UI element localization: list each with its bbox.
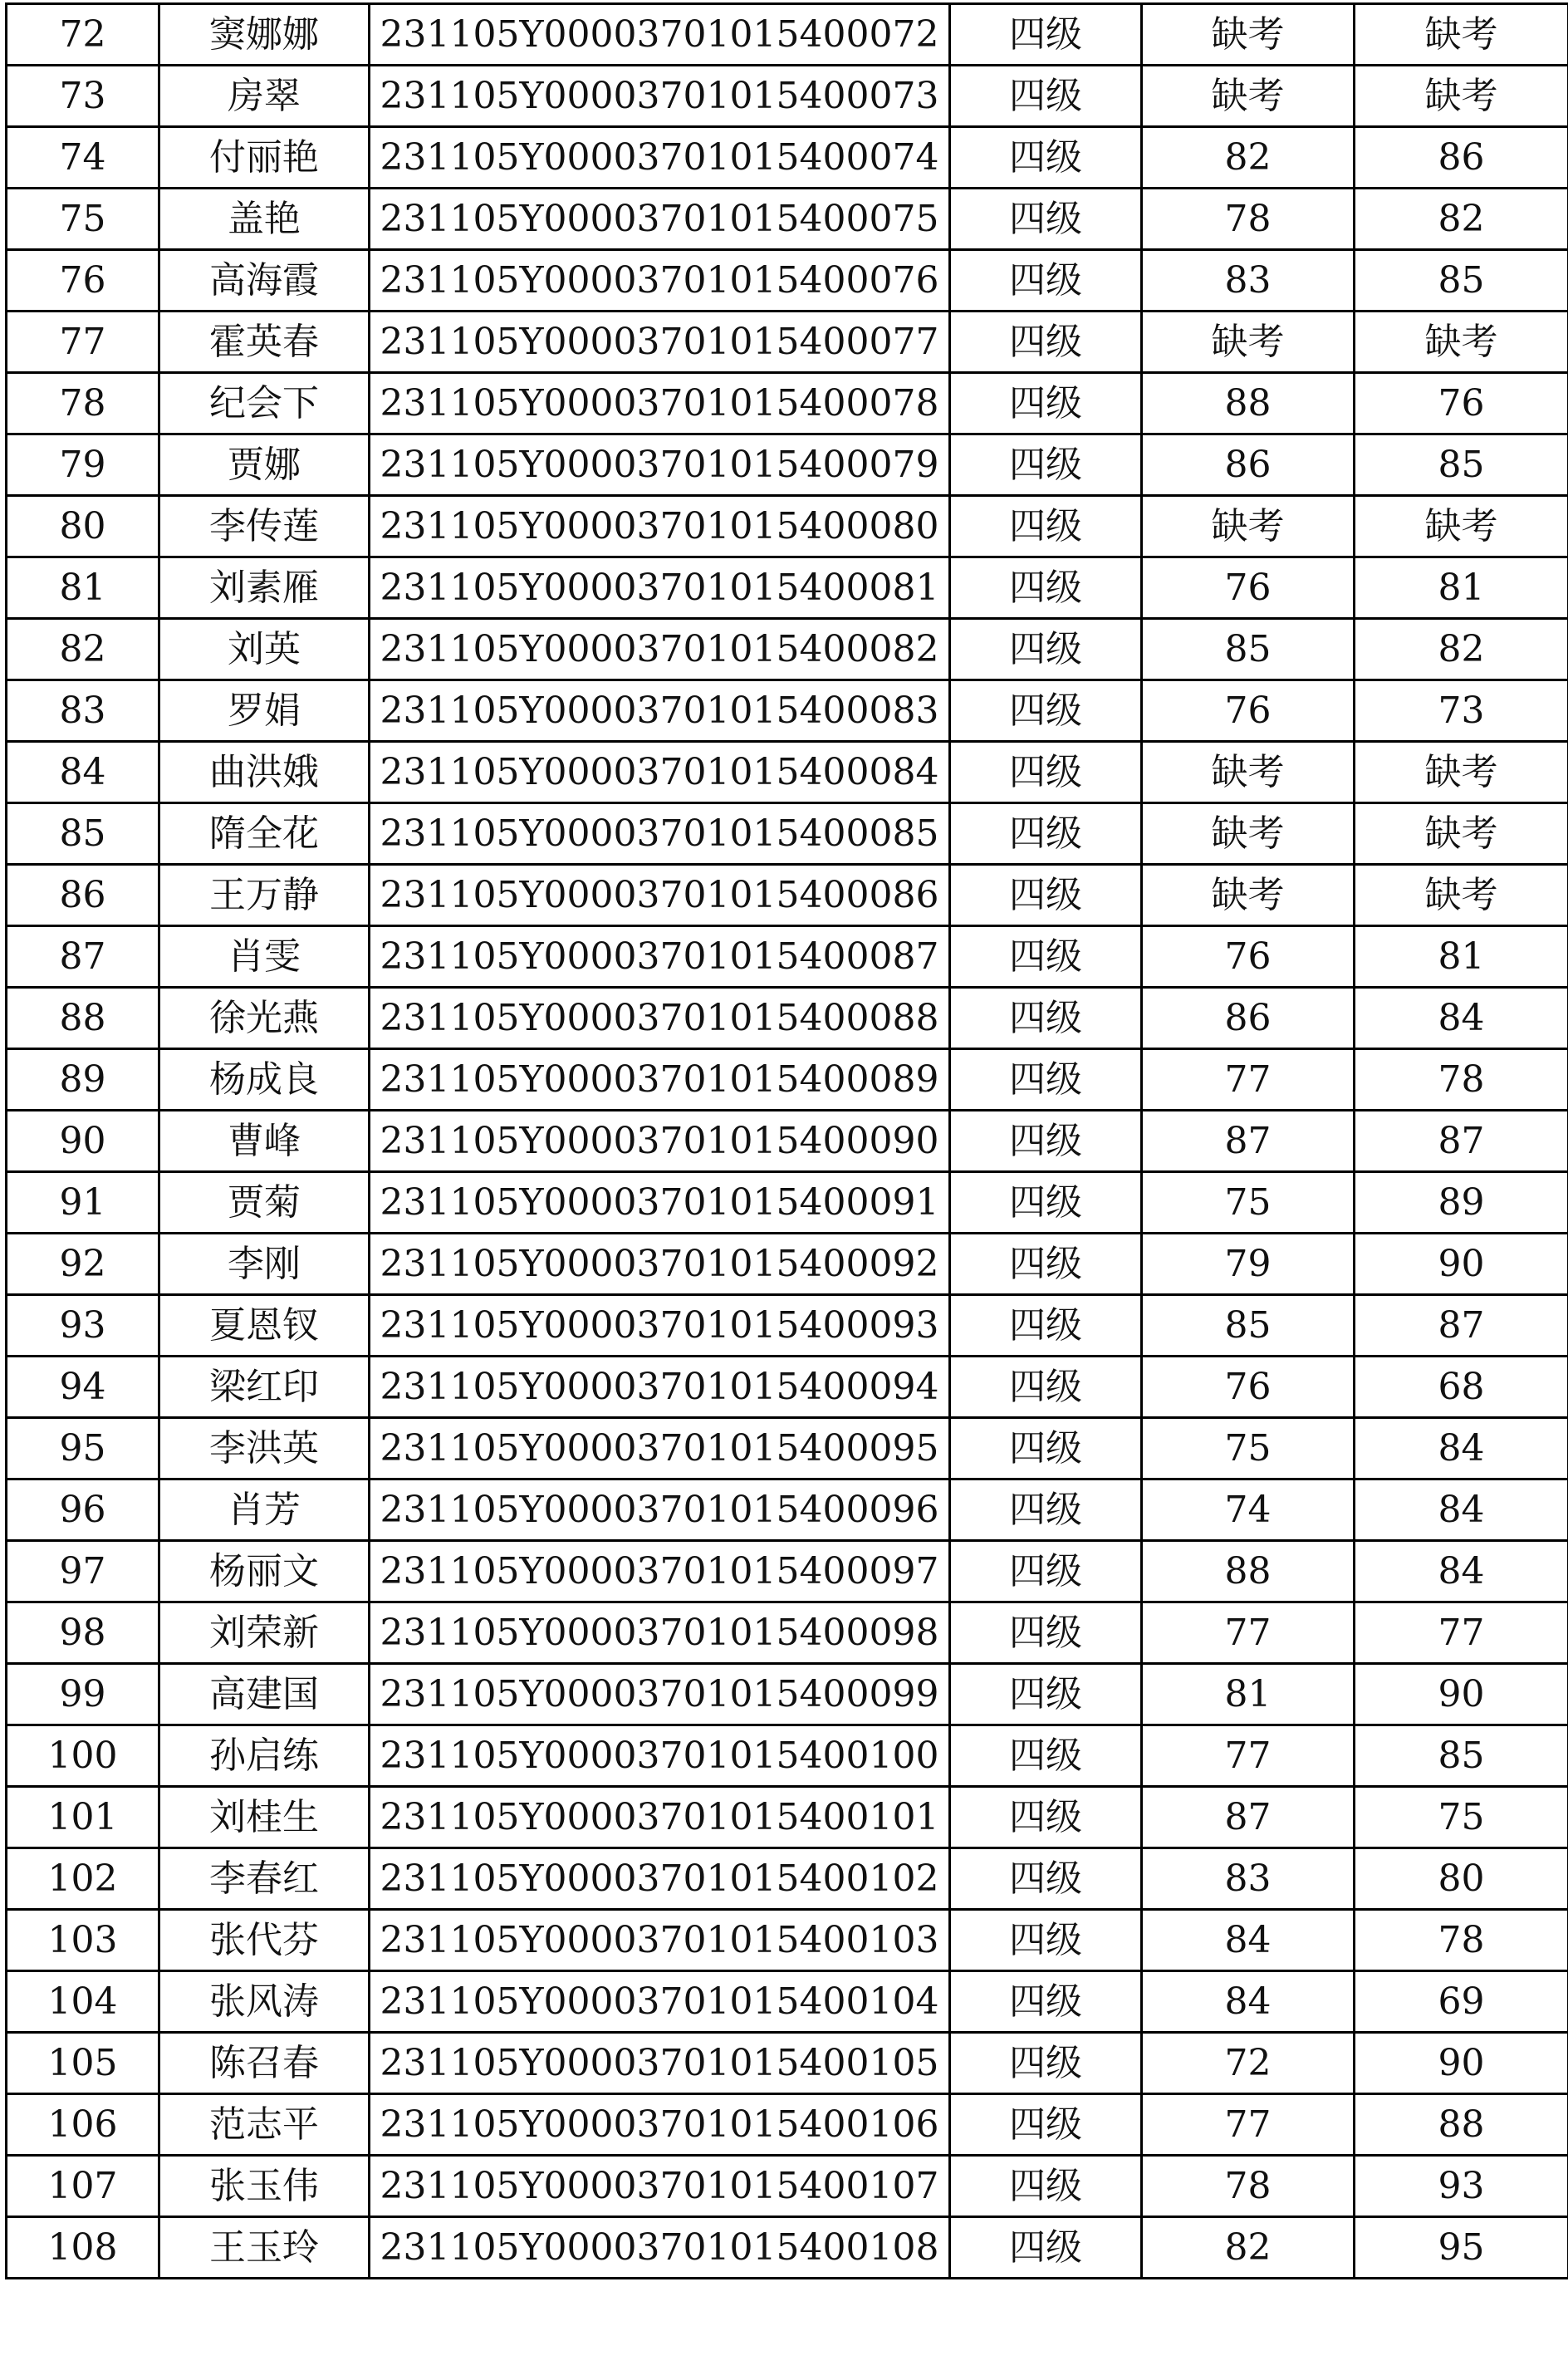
cell-score-theory: 86 — [1142, 434, 1355, 496]
cell-level: 四级 — [950, 434, 1142, 496]
cell-score-theory: 72 — [1142, 2033, 1355, 2094]
cell-score-practical: 81 — [1355, 557, 1568, 619]
cell-level: 四级 — [950, 2217, 1142, 2279]
table-row — [7, 865, 1568, 926]
table-row — [7, 988, 1568, 1049]
cell-name: 范志平 — [159, 2094, 370, 2156]
cell-name: 曲洪娥 — [159, 742, 370, 803]
cell-score-practical: 75 — [1355, 1787, 1568, 1848]
cell-score-theory: 76 — [1142, 926, 1355, 988]
table-row — [7, 742, 1568, 803]
cell-level: 四级 — [950, 865, 1142, 926]
table-row — [7, 127, 1568, 189]
table-row — [7, 434, 1568, 496]
cell-certificate-id: 231105Y00003701015400081 — [370, 557, 950, 619]
cell-score-theory: 83 — [1142, 1848, 1355, 1910]
cell-certificate-id: 231105Y00003701015400074 — [370, 127, 950, 189]
cell-score-theory: 87 — [1142, 1787, 1355, 1848]
cell-level: 四级 — [950, 2094, 1142, 2156]
cell-level: 四级 — [950, 2033, 1142, 2094]
cell-name: 梁红印 — [159, 1357, 370, 1418]
table-row — [7, 1910, 1568, 1971]
cell-certificate-id: 231105Y00003701015400098 — [370, 1602, 950, 1664]
table-row — [7, 1049, 1568, 1111]
cell-score-practical: 77 — [1355, 1602, 1568, 1664]
cell-score-practical: 89 — [1355, 1172, 1568, 1234]
table-row — [7, 557, 1568, 619]
cell-score-practical: 缺考 — [1355, 4, 1568, 66]
table-row — [7, 189, 1568, 250]
cell-name: 张代芬 — [159, 1910, 370, 1971]
cell-score-practical: 87 — [1355, 1295, 1568, 1357]
table-row — [7, 66, 1568, 127]
cell-name: 李洪英 — [159, 1418, 370, 1479]
table-row — [7, 1971, 1568, 2033]
cell-number: 91 — [7, 1172, 159, 1234]
cell-level: 四级 — [950, 1664, 1142, 1725]
cell-score-theory: 75 — [1142, 1172, 1355, 1234]
cell-name: 霍英春 — [159, 312, 370, 373]
cell-score-theory: 77 — [1142, 2094, 1355, 2156]
cell-score-theory: 85 — [1142, 1295, 1355, 1357]
cell-score-practical: 90 — [1355, 2033, 1568, 2094]
cell-name: 刘英 — [159, 619, 370, 680]
cell-certificate-id: 231105Y00003701015400104 — [370, 1971, 950, 2033]
cell-name: 孙启练 — [159, 1725, 370, 1787]
cell-certificate-id: 231105Y00003701015400076 — [370, 250, 950, 312]
cell-level: 四级 — [950, 1725, 1142, 1787]
cell-score-practical: 85 — [1355, 1725, 1568, 1787]
table-row — [7, 312, 1568, 373]
cell-score-theory: 88 — [1142, 373, 1355, 434]
cell-number: 96 — [7, 1479, 159, 1541]
cell-score-theory: 82 — [1142, 127, 1355, 189]
cell-certificate-id: 231105Y00003701015400099 — [370, 1664, 950, 1725]
cell-score-practical: 86 — [1355, 127, 1568, 189]
score-table — [5, 2, 1568, 2279]
cell-certificate-id: 231105Y00003701015400086 — [370, 865, 950, 926]
cell-score-theory: 81 — [1142, 1664, 1355, 1725]
cell-name: 盖艳 — [159, 189, 370, 250]
cell-certificate-id: 231105Y00003701015400073 — [370, 66, 950, 127]
cell-name: 张风涛 — [159, 1971, 370, 2033]
cell-name: 李刚 — [159, 1234, 370, 1295]
cell-level: 四级 — [950, 1234, 1142, 1295]
cell-number: 89 — [7, 1049, 159, 1111]
cell-score-theory: 79 — [1142, 1234, 1355, 1295]
cell-number: 82 — [7, 619, 159, 680]
cell-score-practical: 81 — [1355, 926, 1568, 988]
cell-score-theory: 77 — [1142, 1602, 1355, 1664]
cell-level: 四级 — [950, 1541, 1142, 1602]
cell-score-practical: 73 — [1355, 680, 1568, 742]
cell-level: 四级 — [950, 127, 1142, 189]
cell-score-practical: 80 — [1355, 1848, 1568, 1910]
cell-name: 高建国 — [159, 1664, 370, 1725]
cell-level: 四级 — [950, 742, 1142, 803]
cell-name: 高海霞 — [159, 250, 370, 312]
table-row — [7, 1664, 1568, 1725]
cell-number: 76 — [7, 250, 159, 312]
cell-certificate-id: 231105Y00003701015400090 — [370, 1111, 950, 1172]
cell-number: 105 — [7, 2033, 159, 2094]
cell-certificate-id: 231105Y00003701015400084 — [370, 742, 950, 803]
cell-number: 97 — [7, 1541, 159, 1602]
cell-score-practical: 93 — [1355, 2156, 1568, 2217]
table-row — [7, 2156, 1568, 2217]
cell-certificate-id: 231105Y00003701015400100 — [370, 1725, 950, 1787]
cell-number: 73 — [7, 66, 159, 127]
cell-name: 付丽艳 — [159, 127, 370, 189]
cell-number: 74 — [7, 127, 159, 189]
cell-number: 92 — [7, 1234, 159, 1295]
table-row — [7, 2217, 1568, 2279]
table-row — [7, 1787, 1568, 1848]
table-row — [7, 1357, 1568, 1418]
cell-number: 98 — [7, 1602, 159, 1664]
cell-name: 肖雯 — [159, 926, 370, 988]
cell-level: 四级 — [950, 680, 1142, 742]
cell-level: 四级 — [950, 1971, 1142, 2033]
table-row — [7, 1848, 1568, 1910]
cell-level: 四级 — [950, 496, 1142, 557]
cell-name: 曹峰 — [159, 1111, 370, 1172]
cell-number: 107 — [7, 2156, 159, 2217]
table-row — [7, 680, 1568, 742]
cell-score-practical: 缺考 — [1355, 312, 1568, 373]
table-row — [7, 926, 1568, 988]
cell-score-theory: 85 — [1142, 619, 1355, 680]
cell-number: 100 — [7, 1725, 159, 1787]
cell-level: 四级 — [950, 619, 1142, 680]
cell-score-practical: 87 — [1355, 1111, 1568, 1172]
cell-number: 104 — [7, 1971, 159, 2033]
cell-name: 房翠 — [159, 66, 370, 127]
cell-score-theory: 缺考 — [1142, 865, 1355, 926]
cell-certificate-id: 231105Y00003701015400092 — [370, 1234, 950, 1295]
cell-level: 四级 — [950, 926, 1142, 988]
cell-score-theory: 84 — [1142, 1971, 1355, 2033]
cell-score-practical: 82 — [1355, 619, 1568, 680]
cell-level: 四级 — [950, 1295, 1142, 1357]
cell-certificate-id: 231105Y00003701015400094 — [370, 1357, 950, 1418]
cell-level: 四级 — [950, 373, 1142, 434]
cell-number: 86 — [7, 865, 159, 926]
cell-name: 纪会下 — [159, 373, 370, 434]
cell-certificate-id: 231105Y00003701015400103 — [370, 1910, 950, 1971]
cell-number: 84 — [7, 742, 159, 803]
cell-level: 四级 — [950, 1418, 1142, 1479]
cell-certificate-id: 231105Y00003701015400107 — [370, 2156, 950, 2217]
table-row — [7, 1725, 1568, 1787]
cell-score-practical: 68 — [1355, 1357, 1568, 1418]
cell-score-theory: 76 — [1142, 680, 1355, 742]
cell-number: 90 — [7, 1111, 159, 1172]
cell-score-theory: 74 — [1142, 1479, 1355, 1541]
cell-level: 四级 — [950, 4, 1142, 66]
cell-certificate-id: 231105Y00003701015400085 — [370, 803, 950, 865]
cell-level: 四级 — [950, 1848, 1142, 1910]
cell-level: 四级 — [950, 1357, 1142, 1418]
table-row — [7, 4, 1568, 66]
cell-score-theory: 86 — [1142, 988, 1355, 1049]
cell-level: 四级 — [950, 1479, 1142, 1541]
cell-name: 刘素雁 — [159, 557, 370, 619]
cell-score-practical: 85 — [1355, 434, 1568, 496]
cell-certificate-id: 231105Y00003701015400078 — [370, 373, 950, 434]
cell-score-theory: 缺考 — [1142, 803, 1355, 865]
cell-certificate-id: 231105Y00003701015400088 — [370, 988, 950, 1049]
cell-certificate-id: 231105Y00003701015400089 — [370, 1049, 950, 1111]
table-row — [7, 2094, 1568, 2156]
cell-score-theory: 82 — [1142, 2217, 1355, 2279]
table-row — [7, 619, 1568, 680]
cell-score-theory: 77 — [1142, 1725, 1355, 1787]
cell-number: 108 — [7, 2217, 159, 2279]
cell-score-practical: 90 — [1355, 1664, 1568, 1725]
cell-score-theory: 缺考 — [1142, 496, 1355, 557]
cell-level: 四级 — [950, 1602, 1142, 1664]
cell-score-theory: 78 — [1142, 189, 1355, 250]
cell-score-theory: 76 — [1142, 1357, 1355, 1418]
cell-level: 四级 — [950, 250, 1142, 312]
cell-certificate-id: 231105Y00003701015400102 — [370, 1848, 950, 1910]
cell-score-practical: 88 — [1355, 2094, 1568, 2156]
cell-name: 李春红 — [159, 1848, 370, 1910]
table-row — [7, 1479, 1568, 1541]
table-row — [7, 1295, 1568, 1357]
table-row — [7, 2033, 1568, 2094]
cell-level: 四级 — [950, 1111, 1142, 1172]
cell-level: 四级 — [950, 1049, 1142, 1111]
cell-certificate-id: 231105Y00003701015400106 — [370, 2094, 950, 2156]
cell-score-theory: 87 — [1142, 1111, 1355, 1172]
cell-name: 夏恩钗 — [159, 1295, 370, 1357]
cell-level: 四级 — [950, 1910, 1142, 1971]
cell-score-practical: 缺考 — [1355, 803, 1568, 865]
cell-score-practical: 90 — [1355, 1234, 1568, 1295]
table-row — [7, 1602, 1568, 1664]
cell-certificate-id: 231105Y00003701015400082 — [370, 619, 950, 680]
cell-score-theory: 缺考 — [1142, 66, 1355, 127]
cell-score-theory: 77 — [1142, 1049, 1355, 1111]
cell-certificate-id: 231105Y00003701015400101 — [370, 1787, 950, 1848]
cell-number: 79 — [7, 434, 159, 496]
cell-score-practical: 缺考 — [1355, 66, 1568, 127]
cell-certificate-id: 231105Y00003701015400093 — [370, 1295, 950, 1357]
cell-score-practical: 缺考 — [1355, 742, 1568, 803]
cell-number: 93 — [7, 1295, 159, 1357]
cell-certificate-id: 231105Y00003701015400083 — [370, 680, 950, 742]
cell-number: 94 — [7, 1357, 159, 1418]
score-sheet — [5, 2, 1567, 2279]
cell-level: 四级 — [950, 803, 1142, 865]
table-row — [7, 1172, 1568, 1234]
table-row — [7, 1111, 1568, 1172]
cell-name: 窦娜娜 — [159, 4, 370, 66]
cell-level: 四级 — [950, 312, 1142, 373]
cell-score-practical: 76 — [1355, 373, 1568, 434]
table-row — [7, 803, 1568, 865]
table-row — [7, 1234, 1568, 1295]
cell-name: 陈召春 — [159, 2033, 370, 2094]
cell-score-practical: 78 — [1355, 1049, 1568, 1111]
cell-certificate-id: 231105Y00003701015400072 — [370, 4, 950, 66]
cell-level: 四级 — [950, 557, 1142, 619]
cell-name: 张玉伟 — [159, 2156, 370, 2217]
cell-score-practical: 82 — [1355, 189, 1568, 250]
cell-score-theory: 缺考 — [1142, 4, 1355, 66]
cell-score-practical: 95 — [1355, 2217, 1568, 2279]
cell-score-practical: 78 — [1355, 1910, 1568, 1971]
cell-name: 杨成良 — [159, 1049, 370, 1111]
cell-level: 四级 — [950, 988, 1142, 1049]
cell-name: 贾菊 — [159, 1172, 370, 1234]
cell-number: 95 — [7, 1418, 159, 1479]
cell-number: 85 — [7, 803, 159, 865]
cell-level: 四级 — [950, 1172, 1142, 1234]
cell-score-practical: 84 — [1355, 1479, 1568, 1541]
cell-score-theory: 缺考 — [1142, 742, 1355, 803]
cell-score-theory: 88 — [1142, 1541, 1355, 1602]
cell-score-theory: 缺考 — [1142, 312, 1355, 373]
cell-level: 四级 — [950, 2156, 1142, 2217]
cell-name: 王万静 — [159, 865, 370, 926]
cell-certificate-id: 231105Y00003701015400095 — [370, 1418, 950, 1479]
cell-score-theory: 83 — [1142, 250, 1355, 312]
cell-certificate-id: 231105Y00003701015400087 — [370, 926, 950, 988]
cell-certificate-id: 231105Y00003701015400097 — [370, 1541, 950, 1602]
cell-number: 78 — [7, 373, 159, 434]
score-table-body — [7, 4, 1568, 2279]
table-row — [7, 1418, 1568, 1479]
cell-name: 罗娟 — [159, 680, 370, 742]
cell-number: 106 — [7, 2094, 159, 2156]
table-row — [7, 1541, 1568, 1602]
cell-name: 隋全花 — [159, 803, 370, 865]
cell-certificate-id: 231105Y00003701015400091 — [370, 1172, 950, 1234]
cell-score-practical: 84 — [1355, 1418, 1568, 1479]
cell-number: 80 — [7, 496, 159, 557]
cell-level: 四级 — [950, 66, 1142, 127]
cell-certificate-id: 231105Y00003701015400075 — [370, 189, 950, 250]
cell-number: 102 — [7, 1848, 159, 1910]
cell-score-practical: 缺考 — [1355, 865, 1568, 926]
cell-number: 83 — [7, 680, 159, 742]
cell-number: 103 — [7, 1910, 159, 1971]
cell-name: 王玉玲 — [159, 2217, 370, 2279]
table-row — [7, 250, 1568, 312]
table-row — [7, 373, 1568, 434]
cell-name: 刘荣新 — [159, 1602, 370, 1664]
cell-level: 四级 — [950, 189, 1142, 250]
cell-name: 李传莲 — [159, 496, 370, 557]
cell-number: 101 — [7, 1787, 159, 1848]
cell-score-practical: 69 — [1355, 1971, 1568, 2033]
table-row — [7, 496, 1568, 557]
cell-score-practical: 85 — [1355, 250, 1568, 312]
cell-score-theory: 78 — [1142, 2156, 1355, 2217]
cell-score-practical: 84 — [1355, 1541, 1568, 1602]
cell-number: 99 — [7, 1664, 159, 1725]
cell-score-theory: 84 — [1142, 1910, 1355, 1971]
cell-name: 杨丽文 — [159, 1541, 370, 1602]
cell-name: 肖芳 — [159, 1479, 370, 1541]
cell-score-theory: 76 — [1142, 557, 1355, 619]
cell-number: 88 — [7, 988, 159, 1049]
cell-name: 刘桂生 — [159, 1787, 370, 1848]
cell-name: 徐光燕 — [159, 988, 370, 1049]
cell-certificate-id: 231105Y00003701015400105 — [370, 2033, 950, 2094]
cell-number: 77 — [7, 312, 159, 373]
cell-number: 87 — [7, 926, 159, 988]
cell-certificate-id: 231105Y00003701015400080 — [370, 496, 950, 557]
cell-score-theory: 75 — [1142, 1418, 1355, 1479]
cell-score-practical: 缺考 — [1355, 496, 1568, 557]
cell-number: 72 — [7, 4, 159, 66]
cell-score-practical: 84 — [1355, 988, 1568, 1049]
cell-certificate-id: 231105Y00003701015400108 — [370, 2217, 950, 2279]
cell-number: 75 — [7, 189, 159, 250]
cell-name: 贾娜 — [159, 434, 370, 496]
cell-certificate-id: 231105Y00003701015400096 — [370, 1479, 950, 1541]
cell-level: 四级 — [950, 1787, 1142, 1848]
cell-number: 81 — [7, 557, 159, 619]
cell-certificate-id: 231105Y00003701015400077 — [370, 312, 950, 373]
cell-certificate-id: 231105Y00003701015400079 — [370, 434, 950, 496]
